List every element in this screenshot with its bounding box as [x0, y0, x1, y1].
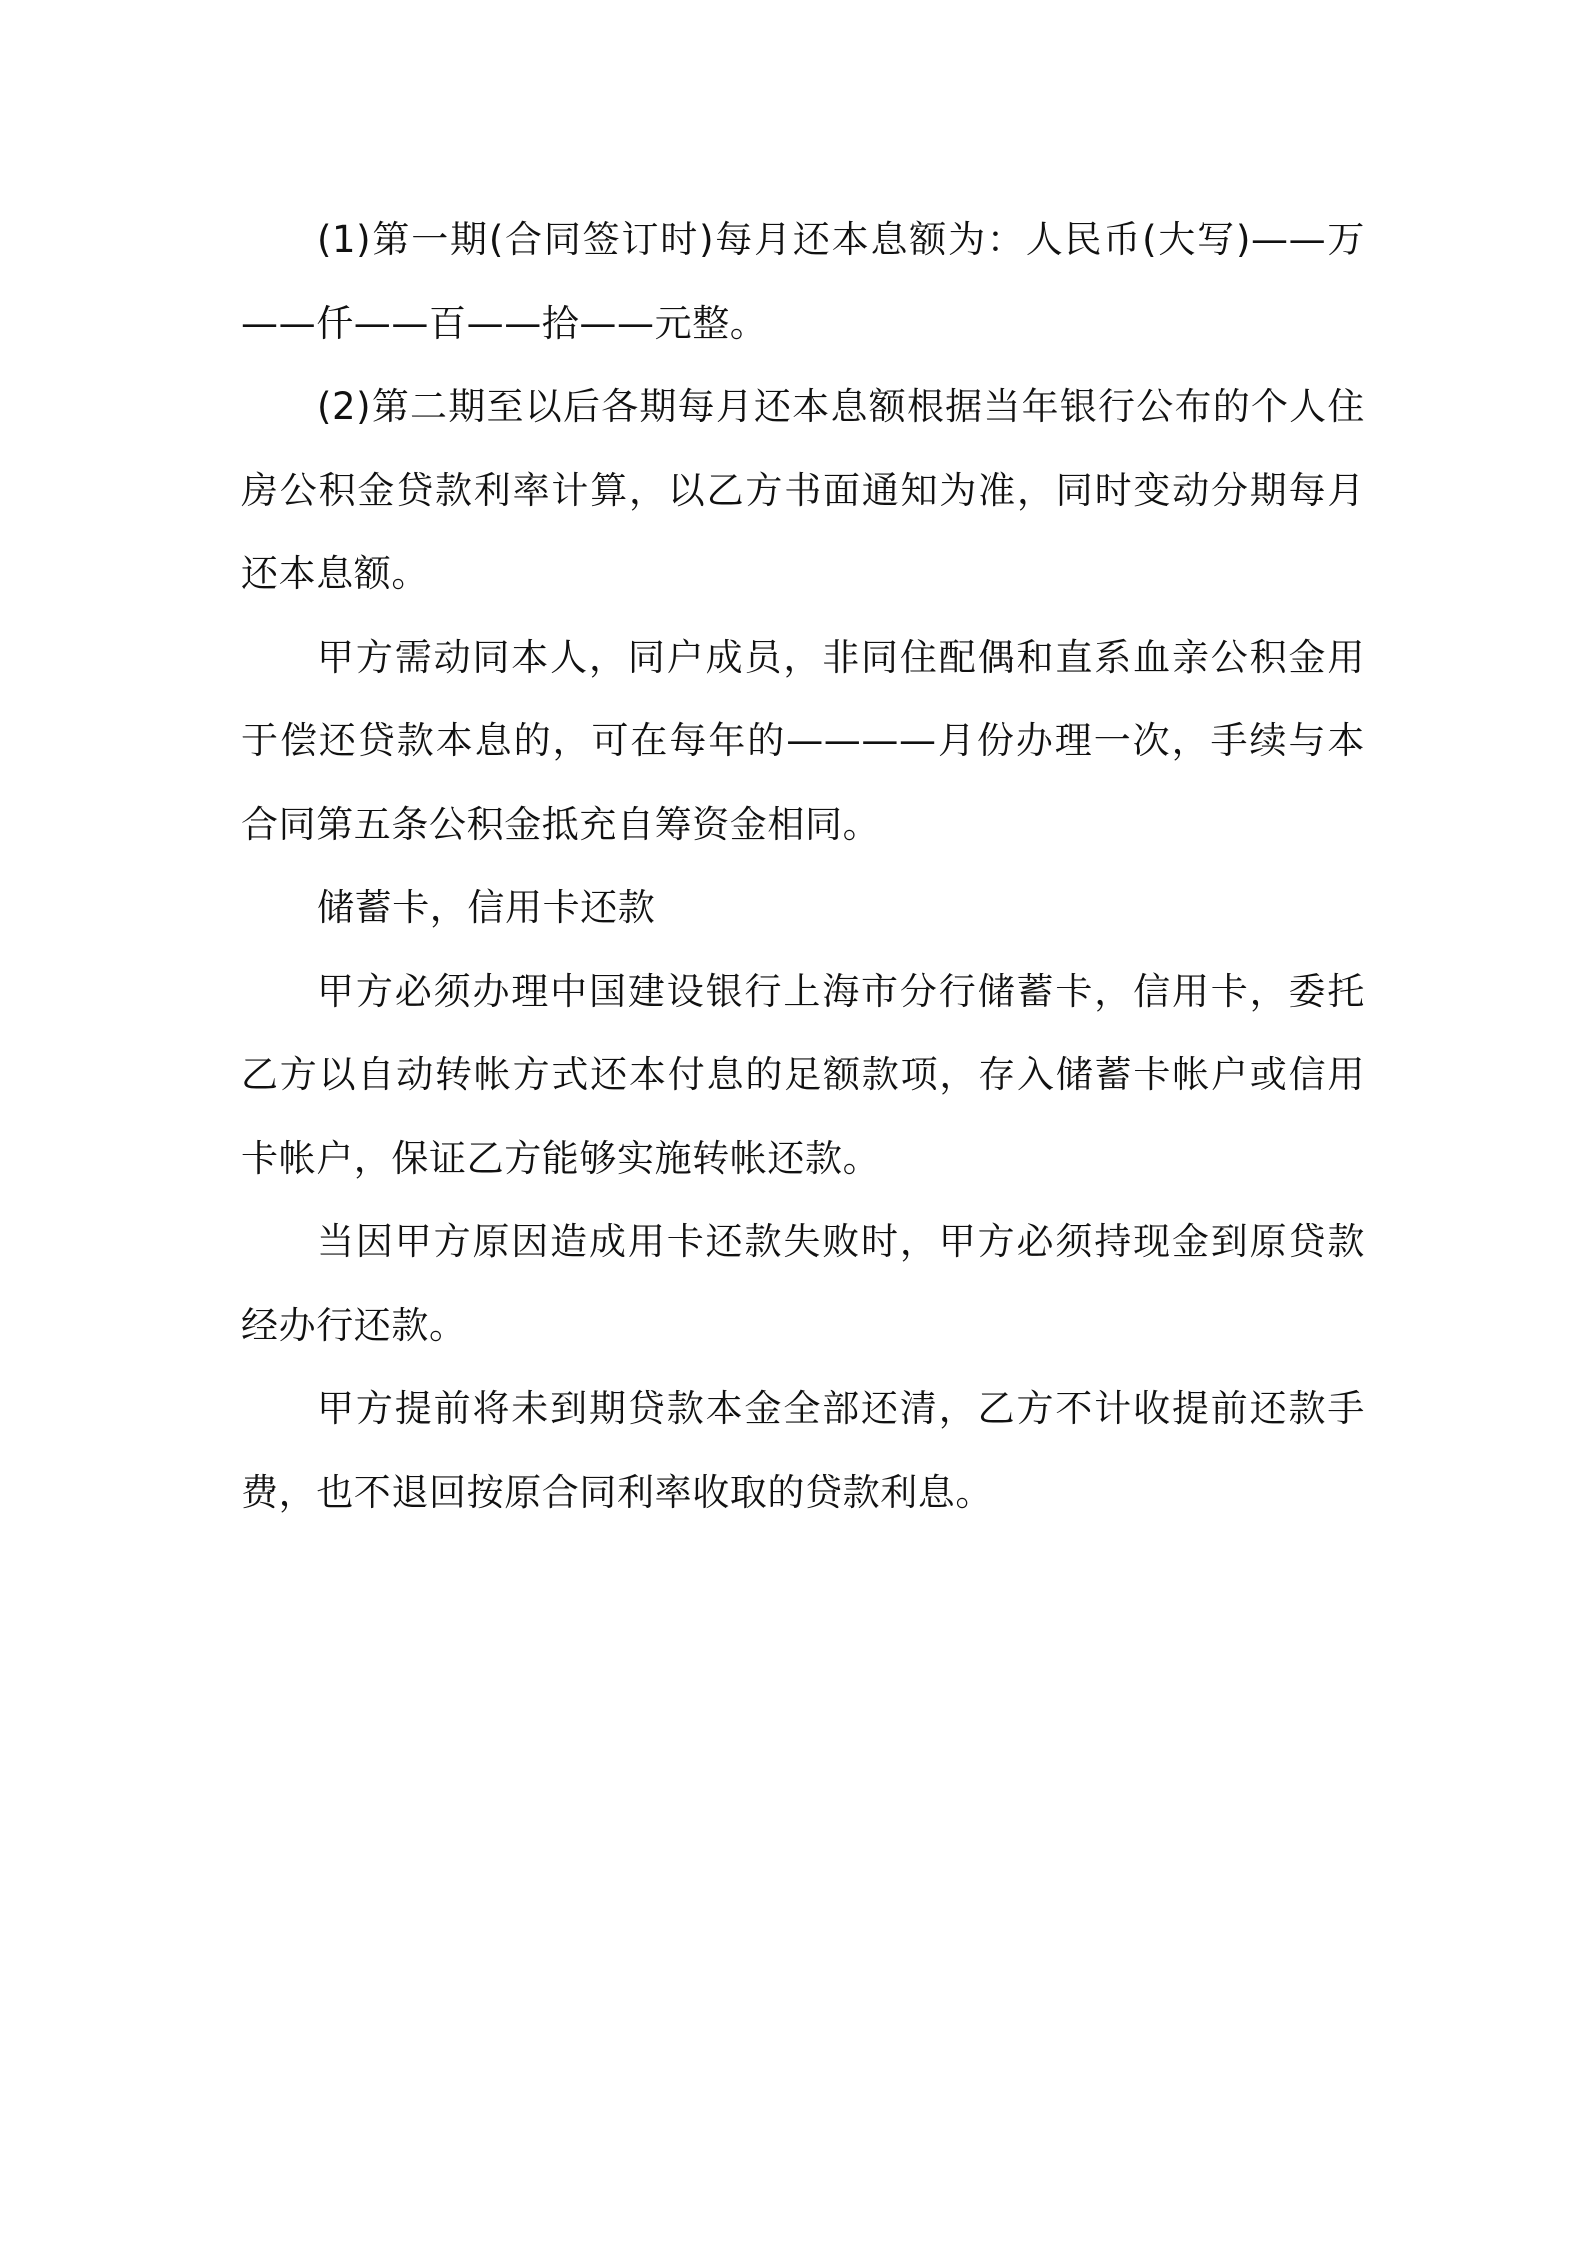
section-heading-card-repayment: 储蓄卡，信用卡还款	[317, 886, 656, 929]
document-body	[241, 198, 1365, 1534]
paragraph-provident-fund-repayment: 甲方需动同本人，同户成员，非同住配偶和直系血亲公积金用于偿还贷款本息的，可在每年的————月份办理一次，手续与本合同第五条公积金抵充自筹资金相同。	[241, 635, 1365, 846]
paragraph-repayment-failure: 当因甲方原因造成用卡还款失败时，甲方必须持现金到原贷款经办行还款。	[241, 1220, 1365, 1347]
paragraph-second-period-payment: (2)第二期至以后各期每月还本息额根据当年银行公布的个人住房公积金贷款利率计算，以乙方书面通知为准，同时变动分期每月还本息额。	[241, 385, 1365, 595]
paragraph-card-requirement: 甲方必须办理中国建设银行上海市分行储蓄卡，信用卡，委托乙方以自动转帐方式还本付息的足额款项，存入储蓄卡帐户或信用卡帐户，保证乙方能够实施转帐还款。	[241, 969, 1365, 1180]
paragraph-early-repayment: 甲方提前将未到期贷款本金全部还清，乙方不计收提前还款手费，也不退回按原合同利率收取的贷款利息。	[241, 1387, 1365, 1514]
paragraph-first-period-payment: (1)第一期(合同签订时)每月还本息额为：人民币(大写)——万——仟——百——拾——元整。	[241, 218, 1365, 345]
